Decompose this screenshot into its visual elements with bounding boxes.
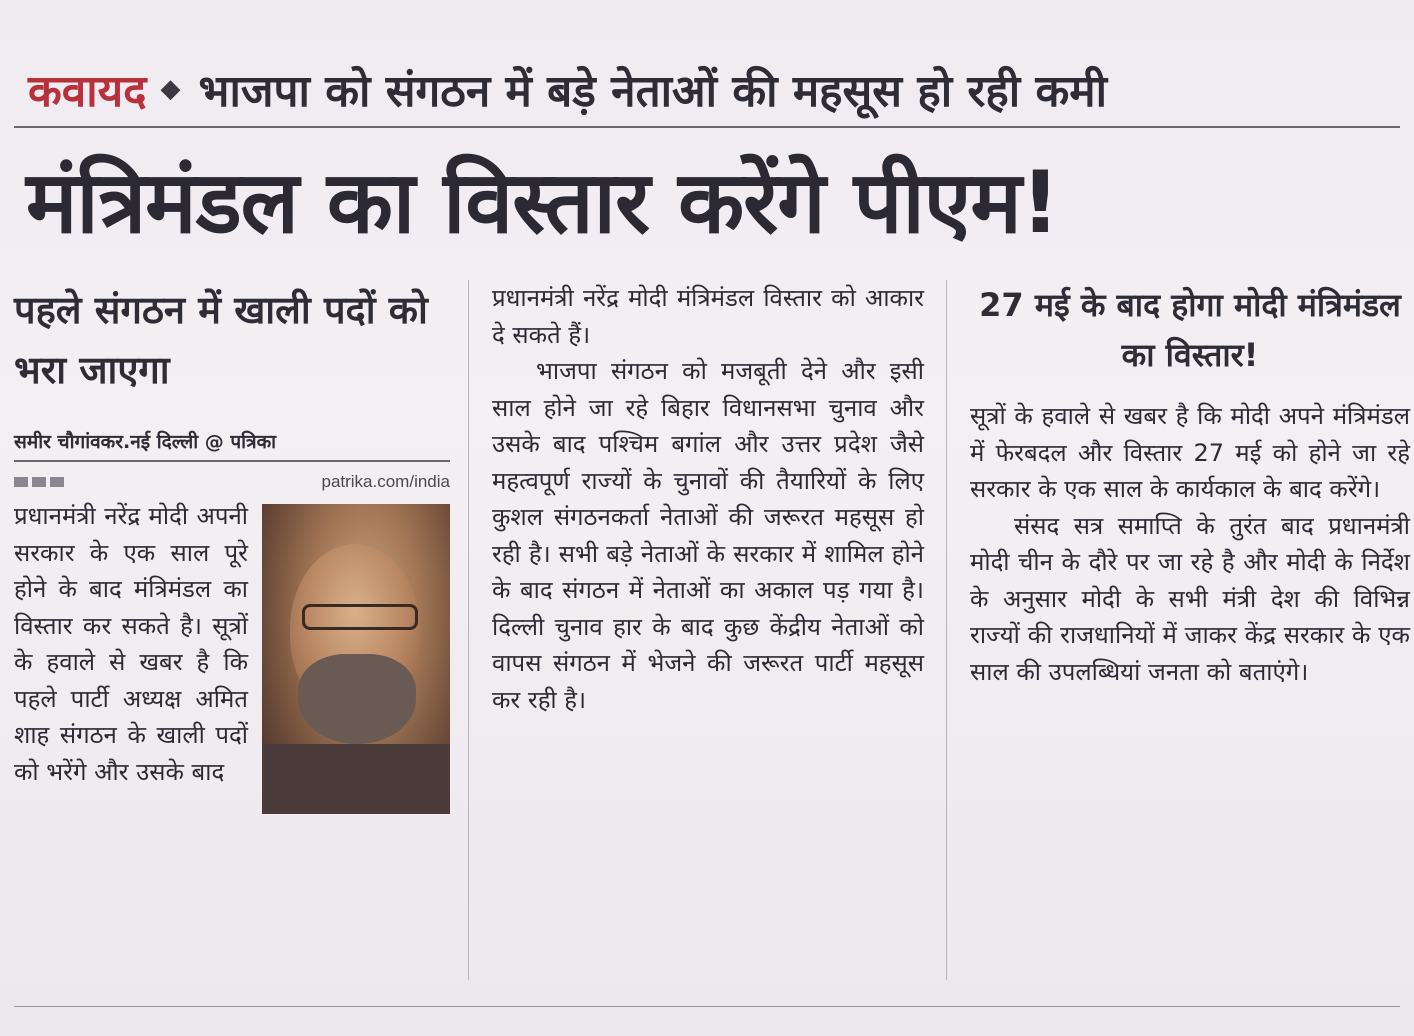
kicker-text: भाजपा को संगठन में बड़े नेताओं की महसूस हो रही कमी [198, 66, 1107, 117]
byline: समीर चौगांवकर.नई दिल्ली @ पत्रिका [14, 428, 450, 462]
main-headline: मंत्रिमंडल का विस्तार करेंगे पीएम! [26, 153, 1059, 253]
kicker-line [28, 58, 1107, 120]
column-1 [14, 280, 450, 820]
web-link: patrika.com/india [321, 472, 450, 491]
web-row [14, 470, 450, 494]
squares-icon [14, 477, 64, 487]
column-1-text: प्रधानमंत्री नरेंद्र मोदी अपनी सरकार के एक साल पूरे होने के बाद मंत्रिमंडल का विस्तार कर सकते है। सूत्रों के हवाले से खबर है कि पहले पार्टी अध्यक्ष अमित शाह संगठन के खाली पदों को भरेंगे और उसके बाद [14, 502, 248, 786]
column-3-paragraph: सूत्रों के हवाले से खबर है कि मोदी अपने मंत्रिमंडल में फेरबदल और विस्तार 27 मई को होने जा रहे सरकार के एक साल के कार्यकाल के बाद करेंगे। [970, 402, 1410, 503]
column-divider [946, 280, 947, 980]
column-2-paragraph: भाजपा संगठन को मजबूती देने और इसी साल होने जा रहे बिहार विधानसभा चुनाव और उसके बाद पश्चिम बगांल और उत्तर प्रदेश जैसे महत्वपूर्ण राज्यों के चुनावों की तैयारियों के लिए कुशल संगठनकर्ता नेताओं की जरूरत महसूस हो रही है। सभी बड़े नेताओं के सरकार में शामिल होने के बाद संगठन में नेताओं का अकाल पड़ गया है। दिल्ली चुनाव हार के बाद कुछ केंद्रीय नेताओं को वापस संगठन में भेजने की जरूरत पार्टी महसूस कर रही है। [492, 357, 924, 714]
column-divider [468, 280, 469, 980]
column-3 [970, 280, 1410, 690]
column-1-body [14, 498, 450, 790]
column-3-subhead: 27 मई के बाद होगा मोदी मंत्रिमंडल का विस्तार! [979, 286, 1401, 374]
top-rule [14, 126, 1400, 128]
column-3-paragraph: संसद सत्र समाप्ति के तुरंत बाद प्रधानमंत्री मोदी चीन के दौरे पर जा रहे है और मोदी के निर्देश के अनुसार मोदी के सभी मंत्री देश की विभिन्न राज्यों की राजधानियों में जाकर केंद्र सरकार के एक साल की उपलब्धियां जनता को बताएंगे। [970, 511, 1410, 686]
column-1-subhead: पहले संगठन में खाली पदों को भरा जाएगा [14, 288, 428, 392]
politician-photo [262, 504, 450, 814]
bottom-rule [14, 1006, 1400, 1007]
diamond-separator-icon: ◆ [160, 74, 181, 104]
column-2-paragraph: प्रधानमंत्री नरेंद्र मोदी मंत्रिमंडल विस्तार को आकार दे सकते हैं। [492, 284, 924, 349]
column-2 [492, 280, 924, 718]
kicker-tag: कवायद [28, 66, 147, 117]
